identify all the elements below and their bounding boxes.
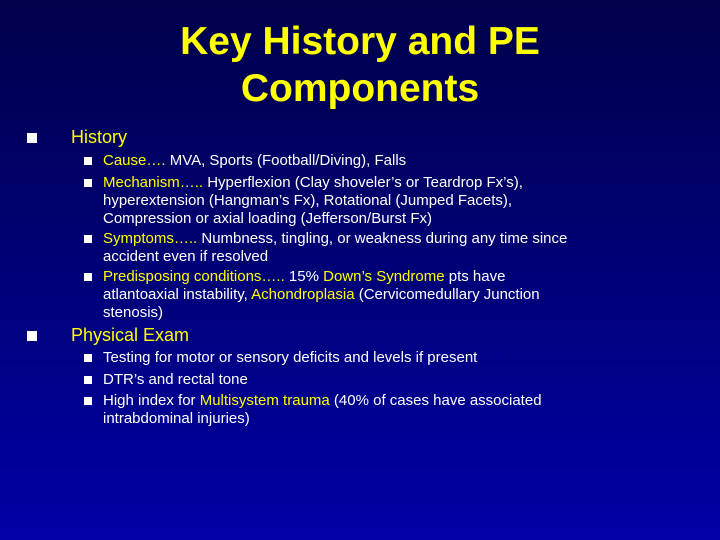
item-post: (40% of cases have associated [329, 392, 542, 409]
history-heading: History [71, 127, 128, 147]
list-item-text [103, 392, 683, 428]
square-bullet-icon [84, 376, 92, 384]
square-bullet-icon [84, 179, 92, 187]
highlight-achondroplasia: Achondroplasia [251, 286, 355, 303]
item-text-b: pts have [444, 268, 506, 285]
item-pre: High index for [103, 392, 200, 409]
square-bullet-icon [84, 235, 92, 243]
item-key: Cause…. [103, 152, 166, 169]
item-line-1: Numbness, tingling, or weakness during any time since [197, 230, 568, 247]
highlight-multisystem-trauma: Multisystem trauma [199, 392, 330, 409]
list-item-text: Testing for motor or sensory deficits and levels if present [103, 349, 478, 366]
item-rest: MVA, Sports (Football/Diving), Falls [165, 152, 407, 169]
title-line-2: Components [240, 67, 480, 110]
square-bullet-icon [27, 331, 37, 341]
item-line-2: atlantoaxial instability, [103, 286, 252, 303]
item-line-2: hyperextension (Hangman’s Fx), Rotational (Jumped Facets), [103, 192, 513, 209]
list-item-text [103, 152, 683, 170]
exam-heading: Physical Exam [71, 325, 190, 345]
slide-title [0, 18, 720, 112]
square-bullet-icon [84, 354, 92, 362]
highlight-downs-syndrome: Down’s Syndrome [323, 268, 445, 285]
list-item-text: DTR’s and rectal tone [103, 371, 248, 388]
item-key: Mechanism….. [103, 174, 204, 191]
list-item-text [103, 230, 683, 266]
item-line-2: accident even if resolved [103, 248, 269, 265]
item-text-c: (Cervicomedullary Junction [354, 286, 540, 303]
item-text-a: 15% [284, 268, 324, 285]
square-bullet-icon [84, 157, 92, 165]
item-line-3: stenosis) [103, 304, 164, 321]
square-bullet-icon [27, 133, 37, 143]
square-bullet-icon [84, 397, 92, 405]
list-item-text [103, 268, 683, 322]
item-line-1: Hyperflexion (Clay shoveler’s or Teardrop Fx’s), [203, 174, 523, 191]
square-bullet-icon [84, 273, 92, 281]
title-line-1: Key History and PE [180, 20, 540, 63]
item-key: Predisposing conditions….. [103, 268, 285, 285]
item-line-3: Compression or axial loading (Jefferson/Burst Fx) [103, 210, 433, 227]
list-item-text [103, 174, 683, 228]
item-key: Symptoms….. [103, 230, 198, 247]
item-line-2: intrabdominal injuries) [103, 410, 250, 427]
